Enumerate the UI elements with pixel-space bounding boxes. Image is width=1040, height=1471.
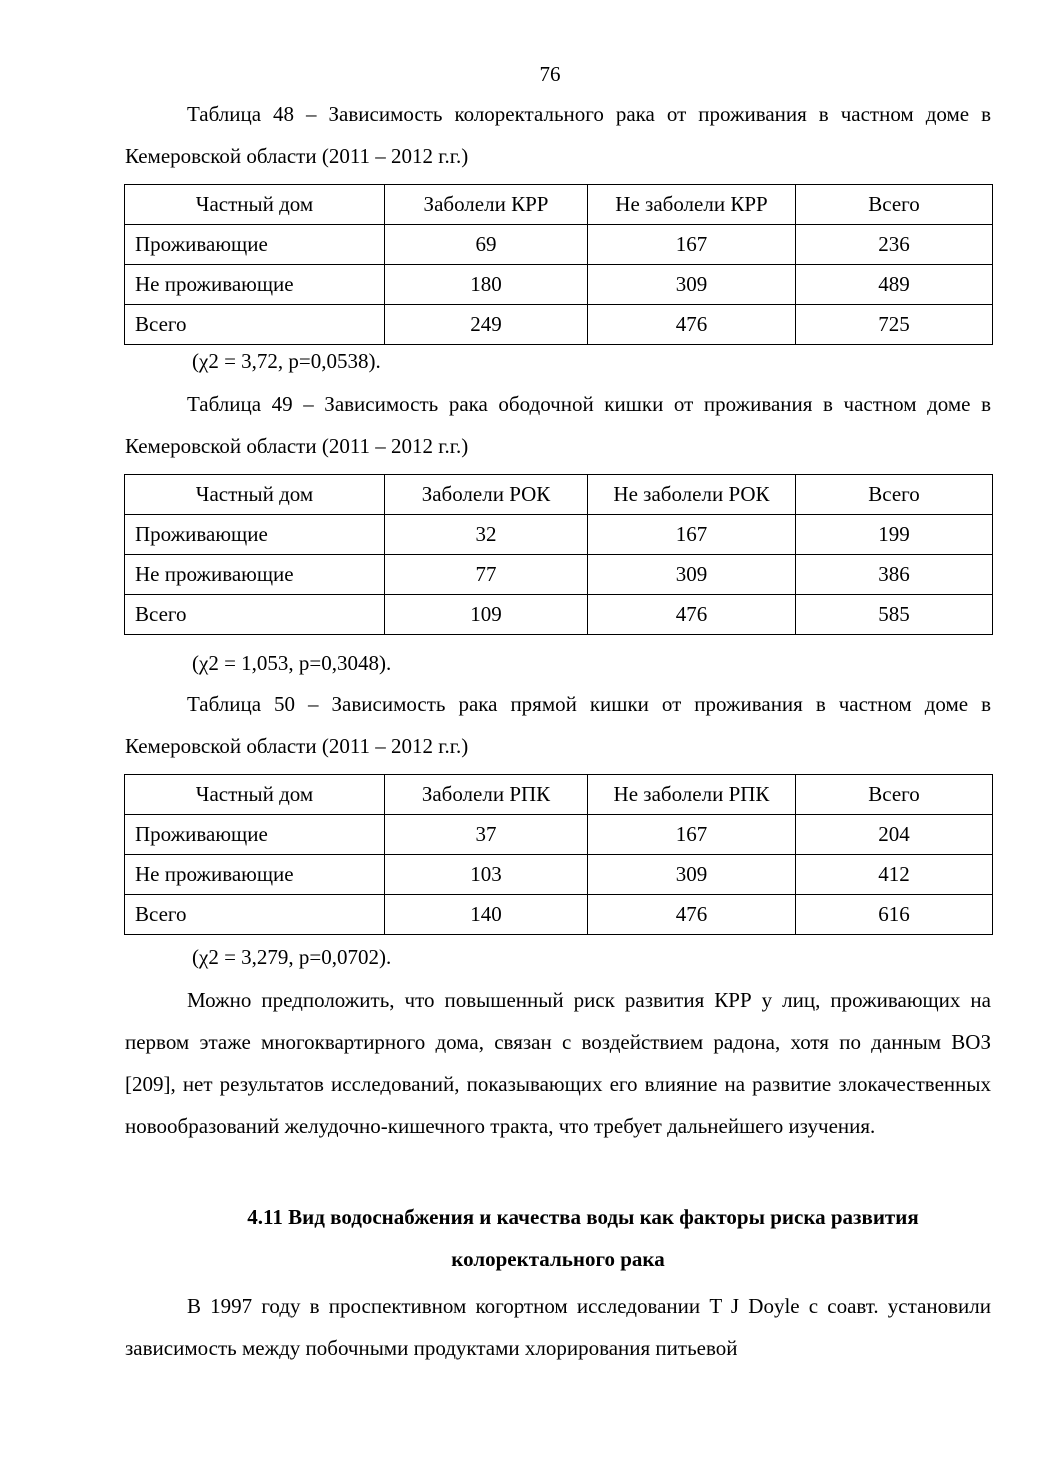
table-header-row [125, 185, 993, 225]
table-cell: 476 [588, 595, 796, 635]
table-cell: 167 [588, 225, 796, 265]
header-cell: Не заболели КРР [588, 185, 796, 225]
chi-square-result: (χ2 = 1,053, p=0,3048). [192, 651, 392, 675]
header-cell: Частный дом [125, 775, 385, 815]
table-row [125, 225, 993, 265]
table-cell: 140 [385, 895, 588, 935]
table-row [125, 895, 993, 935]
table-cell: 309 [588, 855, 796, 895]
table-header-row [125, 775, 993, 815]
section-heading-line: колоректального рака [451, 1247, 665, 1271]
table-row [125, 595, 993, 635]
table-cell: 489 [796, 265, 993, 305]
table-cell: 167 [588, 815, 796, 855]
table-50-caption [125, 683, 991, 767]
header-cell: Всего [796, 775, 993, 815]
table-cell: 77 [385, 555, 588, 595]
table-cell: 616 [796, 895, 993, 935]
row-label: Всего [125, 895, 385, 935]
table-cell: 249 [385, 305, 588, 345]
table-row [125, 555, 993, 595]
table-cell: 199 [796, 515, 993, 555]
paragraph-text: Можно предположить, что повышенный риск развития КРР у лиц, проживающих на первом этаже многоквартирного дома, связан с воздействием радона, хотя по данным ВОЗ [209], нет результатов исследований, показывающих его влияние на развитие злокачественных новообразований желудочно-кишечного тракта, что требует дальнейшего изучения. [125, 988, 991, 1138]
header-cell: Частный дом [125, 185, 385, 225]
table-cell: 236 [796, 225, 993, 265]
body-paragraph [125, 1285, 991, 1369]
row-label: Не проживающие [125, 555, 385, 595]
header-cell: Всего [796, 185, 993, 225]
body-paragraph [125, 979, 991, 1147]
table-49 [124, 474, 993, 635]
table-cell: 476 [588, 305, 796, 345]
table-cell: 109 [385, 595, 588, 635]
table-caption-text: Таблица 49 – Зависимость рака ободочной кишки от проживания в частном доме в Кемеровской области (2011 – 2012 г.г.) [125, 392, 991, 458]
header-cell: Не заболели РПК [588, 775, 796, 815]
row-label: Проживающие [125, 225, 385, 265]
header-cell: Всего [796, 475, 993, 515]
table-row [125, 855, 993, 895]
table-cell: 69 [385, 225, 588, 265]
table-row [125, 265, 993, 305]
row-label: Проживающие [125, 515, 385, 555]
table-row [125, 815, 993, 855]
table-cell: 180 [385, 265, 588, 305]
table-caption-text: Таблица 50 – Зависимость рака прямой кишки от проживания в частном доме в Кемеровской области (2011 – 2012 г.г.) [125, 692, 991, 758]
paragraph-text: В 1997 году в проспективном когортном исследовании T J Doyle с соавт. установили зависимость между побочными продуктами хлорирования питьевой [125, 1294, 991, 1360]
table-cell: 412 [796, 855, 993, 895]
table-cell: 476 [588, 895, 796, 935]
table-49-caption [125, 383, 991, 467]
row-label: Проживающие [125, 815, 385, 855]
chi-square-result: (χ2 = 3,279, p=0,0702). [192, 945, 392, 969]
table-cell: 585 [796, 595, 993, 635]
table-48 [124, 184, 993, 345]
row-label: Всего [125, 595, 385, 635]
section-heading-line: 4.11 Вид водоснабжения и качества воды как факторы риска развития [247, 1205, 919, 1229]
table-cell: 204 [796, 815, 993, 855]
header-cell: Заболели КРР [385, 185, 588, 225]
row-label: Всего [125, 305, 385, 345]
table-cell: 37 [385, 815, 588, 855]
page-number: 76 [539, 62, 561, 86]
table-header-row [125, 475, 993, 515]
table-row [125, 515, 993, 555]
row-label: Не проживающие [125, 265, 385, 305]
table-cell: 167 [588, 515, 796, 555]
header-cell: Частный дом [125, 475, 385, 515]
table-cell: 386 [796, 555, 993, 595]
table-cell: 32 [385, 515, 588, 555]
table-cell: 103 [385, 855, 588, 895]
table-cell: 309 [588, 265, 796, 305]
table-caption-text: Таблица 48 – Зависимость колоректального рака от проживания в частном доме в Кемеровской области (2011 – 2012 г.г.) [125, 102, 991, 168]
header-cell: Не заболели РОК [588, 475, 796, 515]
table-cell: 309 [588, 555, 796, 595]
chi-square-result: (χ2 = 3,72, p=0,0538). [192, 349, 381, 373]
table-row [125, 305, 993, 345]
table-cell: 725 [796, 305, 993, 345]
header-cell: Заболели РОК [385, 475, 588, 515]
row-label: Не проживающие [125, 855, 385, 895]
table-50 [124, 774, 993, 935]
table-48-caption [125, 93, 991, 177]
header-cell: Заболели РПК [385, 775, 588, 815]
